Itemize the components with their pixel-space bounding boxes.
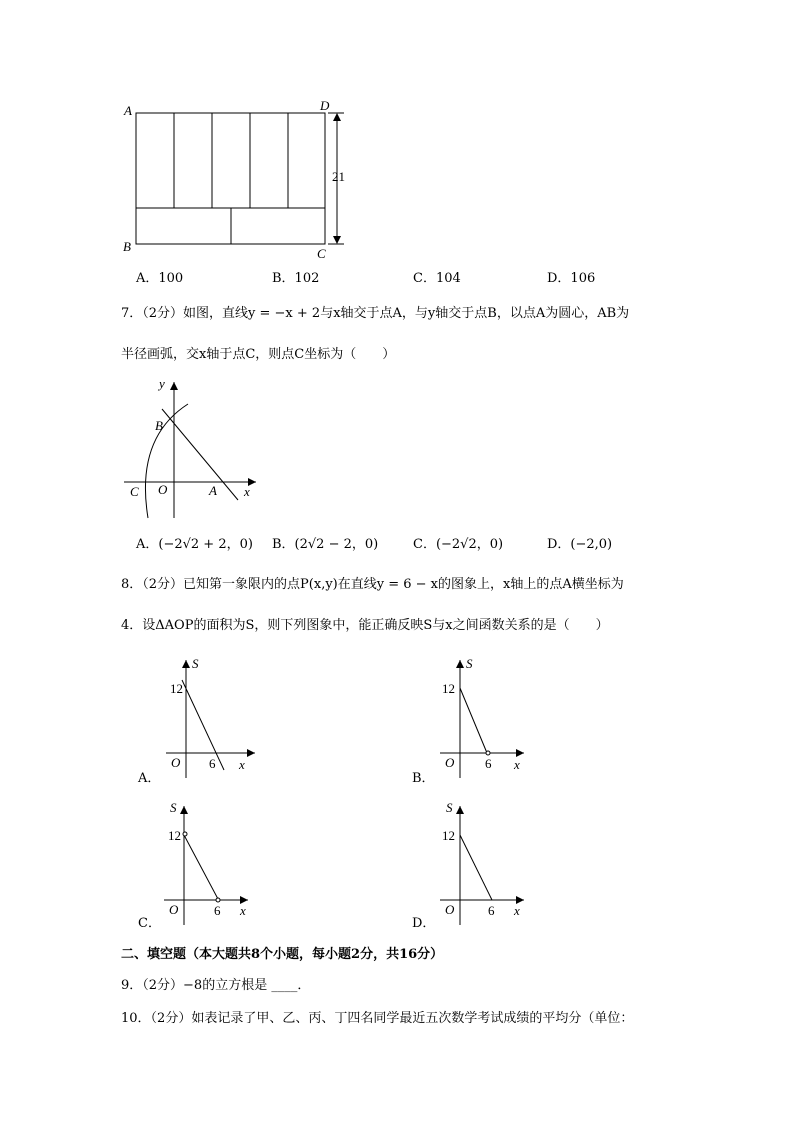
q7-label-x: x <box>244 484 250 499</box>
q7-label-b: B <box>155 418 163 433</box>
q6-option-a: A．100 <box>136 271 184 286</box>
q6-label-a: A <box>124 103 132 118</box>
svg-text:O: O <box>171 755 181 770</box>
q7-option-a: A．(−2√2 + 2，0) <box>136 537 253 552</box>
svg-text:6: 6 <box>485 756 492 771</box>
q7-text-line1: 7．（2分）如图，直线y = −x + 2与x轴交于点A，与y轴交于点B，以点A为圆心，AB为 <box>121 306 630 321</box>
q7-option-d: D．(−2,0) <box>547 537 613 552</box>
q8-option-a: A． <box>138 771 161 786</box>
q7-option-c: C．(−2√2，0) <box>413 537 504 552</box>
q8-option-b: B． <box>412 771 435 786</box>
q8-text-line1: 8．（2分）已知第一象限内的点P(x,y)在直线y = 6 − x的图象上，x轴上的点A横坐标为 <box>121 577 624 592</box>
q9-text: 9．（2分）−8的立方根是 ____． <box>121 978 311 993</box>
q8-graph-a <box>166 656 255 778</box>
q6-label-d: D <box>320 98 330 113</box>
svg-text:O: O <box>445 755 455 770</box>
svg-text:S: S <box>170 800 177 815</box>
q7-label-o: O <box>158 482 168 497</box>
q8-text-line2: 4．设ΔAOP的面积为S，则下列图象中，能正确反映S与x之间函数关系的是（ ） <box>121 618 609 633</box>
q6-option-b: B．102 <box>272 271 320 286</box>
q6-option-c: C．104 <box>413 271 461 286</box>
svg-text:S: S <box>446 800 453 815</box>
svg-text:6: 6 <box>209 756 216 771</box>
svg-text:x: x <box>514 757 520 772</box>
q10-text: 10．（2分）如表记录了甲、乙、丙、丁四名同学最近五次数学考试成绩的平均分（单位： <box>121 1011 634 1026</box>
q8-graph-b <box>440 656 524 778</box>
q6-option-d: D．106 <box>547 271 596 286</box>
q8-option-d: D． <box>412 916 436 931</box>
q6-label-b: B <box>123 239 131 254</box>
svg-text:x: x <box>240 903 246 918</box>
q8-graph-d <box>440 800 524 925</box>
q7-text-line2: 半径画弧，交x轴于点C，则点C坐标为（ ） <box>121 347 396 362</box>
svg-text:12: 12 <box>170 681 183 696</box>
svg-text:6: 6 <box>488 903 495 918</box>
svg-text:S: S <box>466 656 473 671</box>
q7-label-a: A <box>209 483 217 498</box>
q7-option-b: B．(2√2 − 2，0) <box>272 537 379 552</box>
svg-text:O: O <box>169 902 179 917</box>
svg-text:S: S <box>192 656 199 671</box>
svg-text:12: 12 <box>442 828 455 843</box>
section-2-title: 二、填空题（本大题共8个小题，每小题2分，共16分） <box>121 947 444 962</box>
svg-text:x: x <box>514 903 520 918</box>
svg-text:12: 12 <box>442 681 455 696</box>
q8-option-c: C． <box>138 916 161 931</box>
q6-label-height: 21 <box>332 169 345 184</box>
svg-text:O: O <box>445 902 455 917</box>
svg-text:6: 6 <box>214 903 221 918</box>
q8-graph-c <box>164 800 248 925</box>
svg-text:12: 12 <box>168 828 181 843</box>
svg-text:x: x <box>239 757 245 772</box>
q7-label-c: C <box>130 484 139 499</box>
q7-label-y: y <box>159 376 165 391</box>
q6-label-c: C <box>317 246 326 261</box>
